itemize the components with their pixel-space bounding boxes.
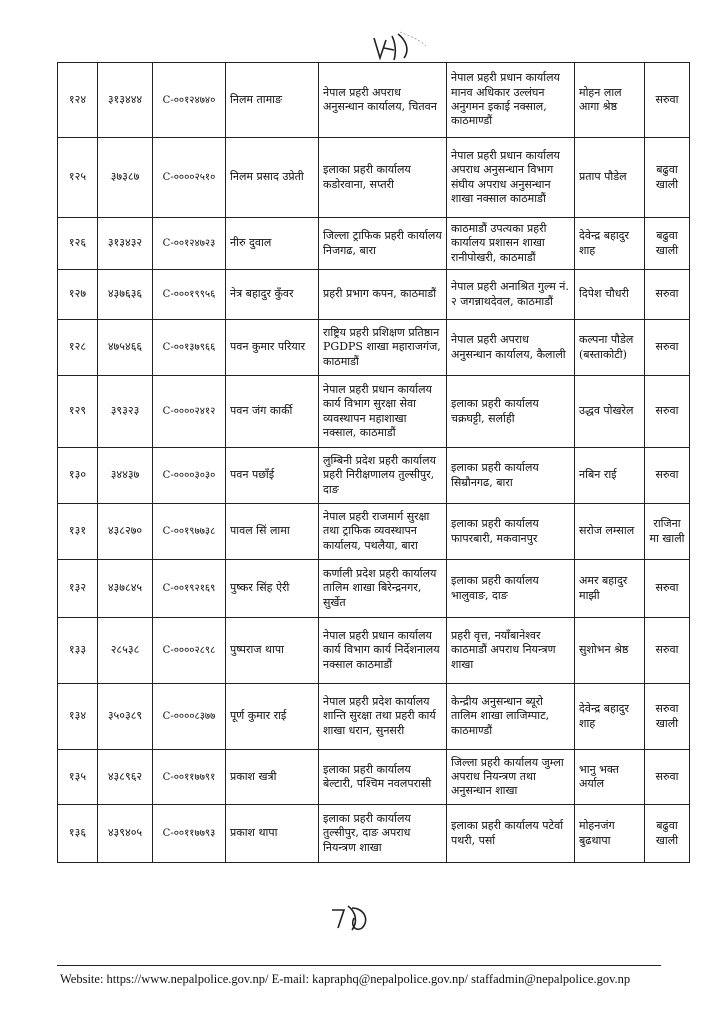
code-cell: C-००१९७७३८ [153,504,226,560]
replacement-cell: कल्पना पौडेल (बस्ताकोटी) [575,320,645,376]
current-office-cell: नेपाल प्रहरी प्रधान कार्यालय कार्य विभाग सुरक्षा सेवा व्यवस्थापन महाशाखा नक्साल, काठमाडौं [319,376,447,448]
table-row [58,448,690,504]
serial-number-cell: १२७ [58,270,98,320]
status-cell: सरुवा [645,320,690,376]
current-office-cell: इलाका प्रहरी कार्यालय बेल्टारी, पश्चिम नवलपरासी [319,750,447,805]
new-office-cell: केन्द्रीय अनुसन्धान ब्यूरो तालिम शाखा लाजिम्पाट, काठमाण्डौं [447,684,575,750]
name-cell: पवन कुमार परियार [226,320,319,376]
table-row [58,63,690,138]
replacement-cell: उद्धव पोखरेल [575,376,645,448]
new-office-cell: प्रहरी वृत्त, नयाँबानेश्वर काठमाडौं अपराध नियन्त्रण शाखा [447,618,575,684]
table-row [58,805,690,863]
signature-mark-bottom [322,898,382,934]
table-row [58,218,690,270]
code-cell: C-०००१९९५६ [153,270,226,320]
status-cell: सरुवा [645,618,690,684]
new-office-cell: इलाका प्रहरी कार्यालय चक्रघट्टी, सर्लाही [447,376,575,448]
table-row [58,376,690,448]
table-row [58,504,690,560]
name-cell: नीरु दुवाल [226,218,319,270]
name-cell: पवन पछाँई [226,448,319,504]
new-office-cell: नेपाल प्रहरी प्रधान कार्यालय मानव अधिकार उल्लंघन अनुगमन इकाई नक्साल, काठमाण्डौं [447,63,575,138]
current-office-cell: राष्ट्रिय प्रहरी प्रशिक्षण प्रतिष्ठान PGDPS शाखा महाराजगंज, काठमाडौं [319,320,447,376]
replacement-cell: भानु भक्त अर्याल [575,750,645,805]
name-cell: पवन जंग कार्की [226,376,319,448]
serial-number-cell: १३१ [58,504,98,560]
table-row [58,270,690,320]
personnel-transfer-table [57,62,690,863]
police-number-cell: ३५०३८९ [98,684,153,750]
code-cell: C-००००२८९८ [153,618,226,684]
status-cell: सरुवा [645,750,690,805]
current-office-cell: नेपाल प्रहरी प्रदेश कार्यालय शान्ति सुरक्षा तथा प्रहरी कार्य शाखा धरान, सुनसरी [319,684,447,750]
new-office-cell: इलाका प्रहरी कार्यालय भालुवाङ, दाङ [447,560,575,618]
current-office-cell: लुम्बिनी प्रदेश प्रहरी कार्यालय प्रहरी निरीक्षणालय तुल्सीपुर, दाङ [319,448,447,504]
name-cell: नेत्र बहादुर कुँवर [226,270,319,320]
current-office-cell: नेपाल प्रहरी प्रधान कार्यालय कार्य विभाग कार्य निर्देशनालय नक्साल काठमाडौं [319,618,447,684]
status-cell: बढुवा खाली [645,218,690,270]
name-cell: पुष्पराज थापा [226,618,319,684]
current-office-cell: प्रहरी प्रभाग कपन, काठमाडौं [319,270,447,320]
status-cell: सरुवा [645,448,690,504]
name-cell: पुष्कर सिंह ऐरी [226,560,319,618]
replacement-cell: प्रताप पौडेल [575,138,645,218]
table-row [58,138,690,218]
footer-divider [57,965,661,966]
replacement-cell: अमर बहादुर माझी [575,560,645,618]
signature-mark-top [360,28,430,64]
replacement-cell: दिपेश चौधरी [575,270,645,320]
status-cell: सरुवा [645,376,690,448]
current-office-cell: इलाका प्रहरी कार्यालय कडोरवाना, सप्तरी [319,138,447,218]
name-cell: निलम प्रसाद उप्रेती [226,138,319,218]
serial-number-cell: १२४ [58,63,98,138]
replacement-cell: सुशोभन श्रेष्ठ [575,618,645,684]
serial-number-cell: १३४ [58,684,98,750]
replacement-cell: मोहन लाल आगा श्रेष्ठ [575,63,645,138]
new-office-cell: काठमाडौं उपत्यका प्रहरी कार्यालय प्रशासन शाखा रानीपोखरी, काठमाडौं [447,218,575,270]
serial-number-cell: १२५ [58,138,98,218]
new-office-cell: इलाका प्रहरी कार्यालय पटेर्वा पथरी, पर्सा [447,805,575,863]
police-number-cell: ४३७६३६ [98,270,153,320]
new-office-cell: नेपाल प्रहरी अनाश्रित गुल्म नं. २ जगन्नाथदेवल, काठमाडौं [447,270,575,320]
footer-contact: Website: https://www.nepalpolice.gov.np/ E-mail: kapraphq@nepalpolice.gov.np/ staffadmin@nepalpolice.gov.np [60,972,631,986]
new-office-cell: नेपाल प्रहरी प्रधान कार्यालय अपराध अनुसन्धान विभाग संघीय अपराध अनुसन्धान शाखा नक्साल काठमाडौं [447,138,575,218]
new-office-cell: इलाका प्रहरी कार्यालय सिम्रौनगढ, बारा [447,448,575,504]
serial-number-cell: १३५ [58,750,98,805]
serial-number-cell: १३२ [58,560,98,618]
table-row [58,618,690,684]
status-cell: सरुवा [645,270,690,320]
replacement-cell: नबिन राई [575,448,645,504]
serial-number-cell: १२८ [58,320,98,376]
current-office-cell: जिल्ला ट्राफिक प्रहरी कार्यालय निजगढ, बारा [319,218,447,270]
police-number-cell: ३७३८७ [98,138,153,218]
police-number-cell: ४३८९६२ [98,750,153,805]
code-cell: C-००११७७९३ [153,805,226,863]
table-row [58,684,690,750]
code-cell: C-००१३७९६६ [153,320,226,376]
serial-number-cell: १२९ [58,376,98,448]
replacement-cell: मोहनजंग बुढथापा [575,805,645,863]
replacement-cell: देवेन्द्र बहादुर शाह [575,684,645,750]
status-cell: बढुवा खाली [645,805,690,863]
table-body [58,63,690,863]
code-cell: C-००११७७९१ [153,750,226,805]
replacement-cell: सरोज लम्साल [575,504,645,560]
name-cell: पूर्ण कुमार राई [226,684,319,750]
table-row [58,750,690,805]
police-number-cell: ३१३४३२ [98,218,153,270]
table-row [58,320,690,376]
table-row [58,560,690,618]
police-number-cell: ४३८२७० [98,504,153,560]
status-cell: बढुवा खाली [645,138,690,218]
serial-number-cell: १२६ [58,218,98,270]
police-number-cell: ३९३२३ [98,376,153,448]
code-cell: C-००१९२१६९ [153,560,226,618]
code-cell: C-००००८३७७ [153,684,226,750]
code-cell: C-००००३०३० [153,448,226,504]
serial-number-cell: १३० [58,448,98,504]
status-cell: सरुवा खाली [645,684,690,750]
replacement-cell: देवेन्द्र बहादुर शाह [575,218,645,270]
current-office-cell: इलाका प्रहरी कार्यालय तुल्सीपुर, दाङ अपराध नियन्त्रण शाखा [319,805,447,863]
status-cell: सरुवा [645,63,690,138]
police-number-cell: ४३९४०५ [98,805,153,863]
serial-number-cell: १३६ [58,805,98,863]
new-office-cell: इलाका प्रहरी कार्यालय फापरबारी, मकवानपुर [447,504,575,560]
name-cell: निलम तामाङ [226,63,319,138]
police-number-cell: ४३७८४५ [98,560,153,618]
code-cell: C-००१२४७२३ [153,218,226,270]
status-cell: सरुवा [645,560,690,618]
current-office-cell: नेपाल प्रहरी अपराध अनुसन्धान कार्यालय, चितवन [319,63,447,138]
police-number-cell: ४७५४६६ [98,320,153,376]
current-office-cell: कर्णाली प्रदेश प्रहरी कार्यालय तालिम शाखा बिरेन्द्रनगर, सुर्खेत [319,560,447,618]
name-cell: प्रकाश थापा [226,805,319,863]
current-office-cell: नेपाल प्रहरी राजमार्ग सुरक्षा तथा ट्राफिक व्यवस्थापन कार्यालय, पथलैया, बारा [319,504,447,560]
new-office-cell: नेपाल प्रहरी अपराध अनुसन्धान कार्यालय, कैलाली [447,320,575,376]
code-cell: C-००००२४१२ [153,376,226,448]
police-number-cell: २८५३८ [98,618,153,684]
status-cell: राजिनामा खाली [645,504,690,560]
name-cell: पावल सिं लामा [226,504,319,560]
new-office-cell: जिल्ला प्रहरी कार्यालय जुम्ला अपराध नियन्त्रण तथा अनुसन्धान शाखा [447,750,575,805]
police-number-cell: ३१३४४४ [98,63,153,138]
code-cell: C-००१२४७४० [153,63,226,138]
police-number-cell: ३४४३७ [98,448,153,504]
code-cell: C-००००२५१० [153,138,226,218]
name-cell: प्रकाश खत्री [226,750,319,805]
serial-number-cell: १३३ [58,618,98,684]
